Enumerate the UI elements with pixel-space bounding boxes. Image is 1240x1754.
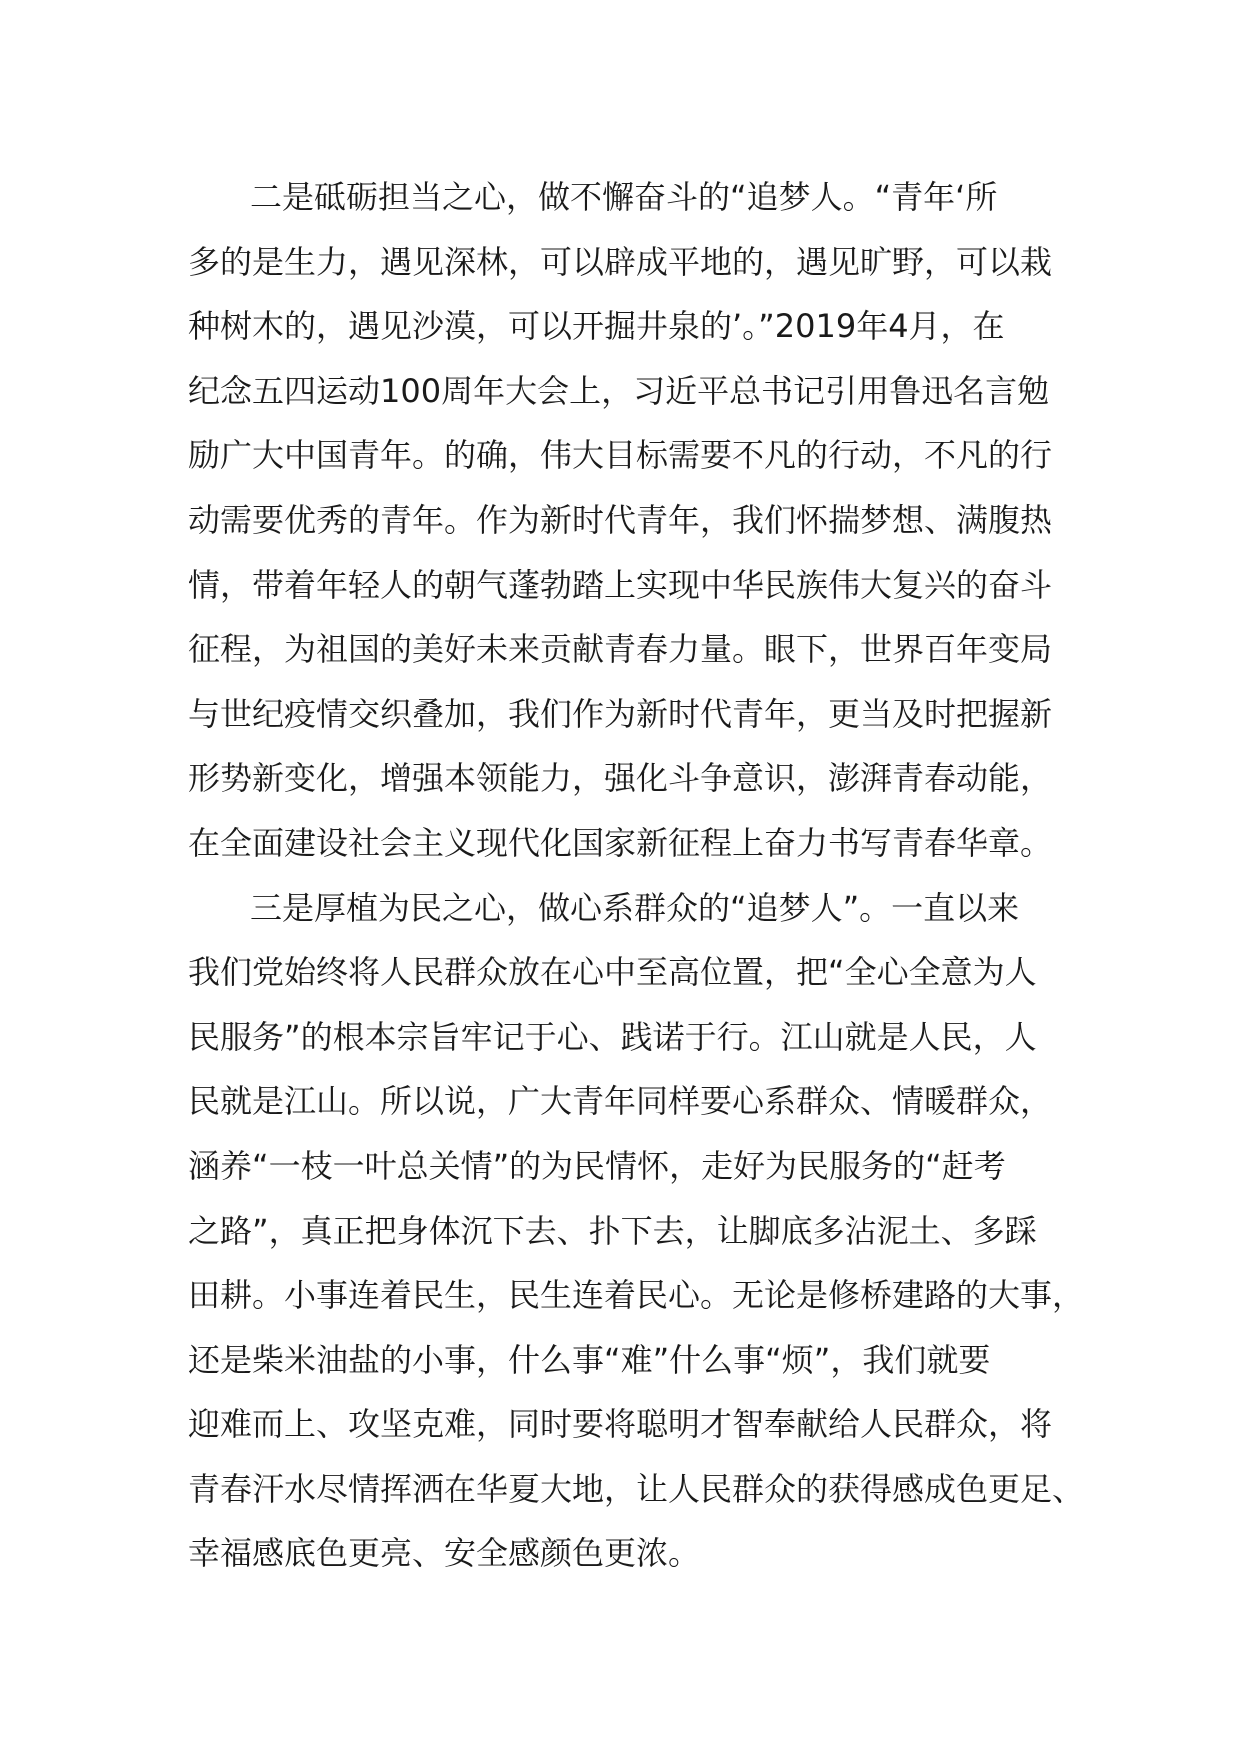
text-line: 民服务”的根本宗旨牢记于心、践诺于行。江山就是人民，人 [188, 1017, 1037, 1056]
text-line: 幸福感底色更亮、安全感颜色更浓。 [188, 1534, 701, 1573]
text-line: 我们党始终将人民群众放在心中至高位置，把“全心全意为人 [188, 953, 1037, 992]
text-line: 多的是生力，遇见深林，可以辟成平地的，遇见旷野，可以栽 [188, 242, 1053, 281]
text-line: 征程，为祖国的美好未来贡献青春力量。眼下，世界百年变局 [188, 630, 1053, 669]
text-line: 与世纪疫情交织叠加，我们作为新时代青年，更当及时把握新 [188, 694, 1053, 733]
text-line: 还是柴米油盐的小事，什么事“难”什么事“烦”，我们就要 [188, 1340, 991, 1379]
text-line: 之路”，真正把身体沉下去、扑下去，让脚底多沾泥土、多踩 [188, 1211, 1037, 1250]
text-line: 情，带着年轻人的朝气蓬勃踏上实现中华民族伟大复兴的奋斗 [188, 565, 1053, 604]
text-line: 种树木的，遇见沙漠，可以开掘井泉的’。”2019年4月，在 [188, 307, 1005, 346]
text-line: 涵养“一枝一叶总关情”的为民情怀，走好为民服务的“赶考 [188, 1146, 1006, 1185]
text-line: 动需要优秀的青年。作为新时代青年，我们怀揣梦想、满腹热 [188, 500, 1053, 539]
text-line: 青春汗水尽情挥洒在华夏大地，让人民群众的获得感成色更足、 [188, 1469, 1085, 1508]
document-body [188, 165, 1085, 1586]
text-line: 二是砥砺担当之心，做不懈奋斗的“追梦人。“青年‘所 [250, 178, 998, 216]
text-line: 田耕。小事连着民生，民生连着民心。无论是修桥建路的大事， [188, 1276, 1085, 1315]
paragraph-2 [188, 165, 1068, 876]
text-line: 迎难而上、攻坚克难，同时要将聪明才智奉献给人民群众，将 [188, 1405, 1053, 1444]
text-line: 形势新变化，增强本领能力，强化斗争意识，澎湃青春动能， [188, 759, 1053, 798]
paragraph-3 [188, 876, 1085, 1587]
text-line: 在全面建设社会主义现代化国家新征程上奋力书写青春华章。 [188, 823, 1053, 862]
text-line: 纪念五四运动100周年大会上，习近平总书记引用鲁迅名言勉 [188, 371, 1050, 410]
text-line: 三是厚植为民之心，做心系群众的“追梦人”。一直以来 [250, 888, 1020, 927]
text-line: 民就是江山。所以说，广大青年同样要心系群众、情暖群众， [188, 1082, 1053, 1121]
text-line: 励广大中国青年。的确，伟大目标需要不凡的行动，不凡的行 [188, 436, 1053, 475]
